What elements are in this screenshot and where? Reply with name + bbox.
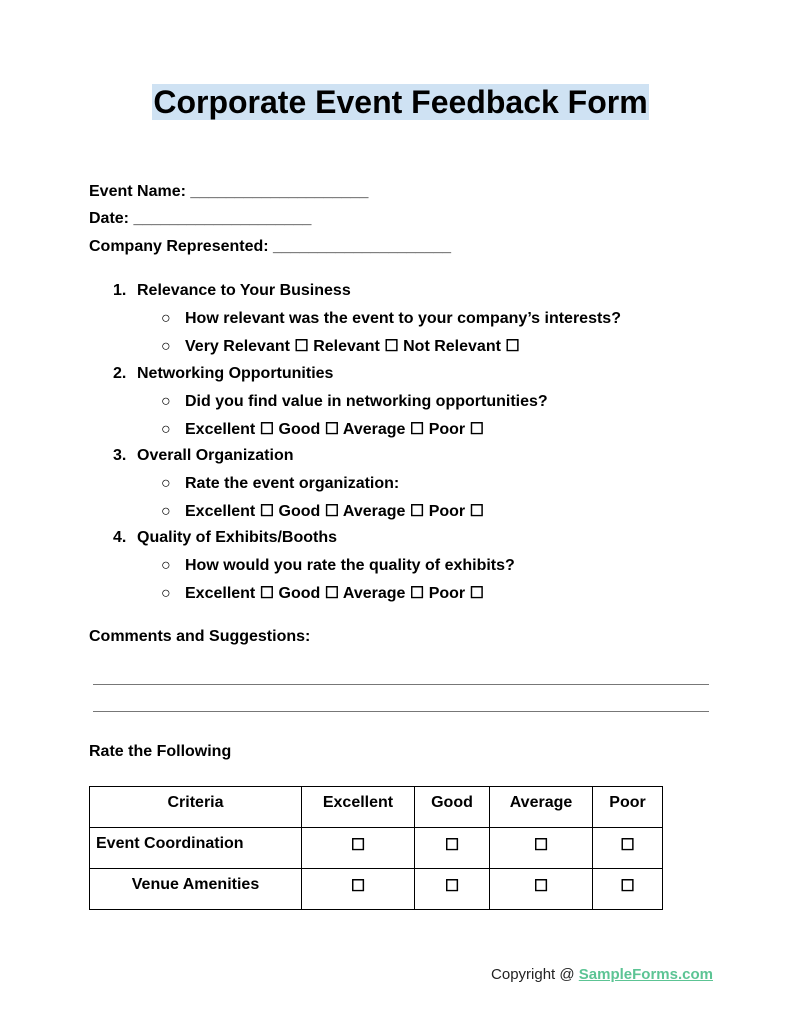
table-row bbox=[90, 828, 663, 869]
bullet-icon: ○ bbox=[161, 421, 171, 438]
question-title: Relevance to Your Business bbox=[137, 282, 351, 299]
sampleforms-link[interactable]: SampleForms.com bbox=[578, 966, 713, 983]
criteria-cell: Event Coordination bbox=[90, 828, 302, 869]
bullet-icon: ○ bbox=[161, 585, 171, 602]
checkbox[interactable]: ☐ bbox=[490, 828, 593, 869]
table-header-row bbox=[90, 787, 663, 828]
header-poor: Poor bbox=[593, 787, 663, 828]
checkbox[interactable]: ☐ bbox=[490, 869, 593, 910]
question-title: Networking Opportunities bbox=[137, 365, 334, 382]
page-title: Corporate Event Feedback Form bbox=[153, 84, 648, 120]
bullet-icon: ○ bbox=[161, 338, 171, 355]
footer: Copyright @ SampleForms.com bbox=[491, 966, 713, 983]
bullet-icon: ○ bbox=[161, 310, 171, 327]
header-good: Good bbox=[415, 787, 490, 828]
table-row bbox=[90, 869, 663, 910]
checkbox[interactable]: ☐ bbox=[302, 869, 415, 910]
question-number: 2. bbox=[113, 365, 127, 382]
comment-line[interactable] bbox=[93, 684, 709, 685]
field-company: Company Represented: ____________________ bbox=[89, 238, 452, 255]
rating-table bbox=[89, 786, 663, 910]
bullet-icon: ○ bbox=[161, 475, 171, 492]
checkbox[interactable]: ☐ bbox=[415, 828, 490, 869]
question-options[interactable]: Very Relevant ☐ Relevant ☐ Not Relevant ☐ bbox=[185, 338, 520, 355]
question-text: Did you find value in networking opportunities? bbox=[185, 393, 548, 410]
question-number: 3. bbox=[113, 447, 127, 464]
header-average: Average bbox=[490, 787, 593, 828]
bullet-icon: ○ bbox=[161, 503, 171, 520]
rate-label: Rate the Following bbox=[89, 743, 232, 760]
checkbox[interactable]: ☐ bbox=[593, 869, 663, 910]
field-event-name: Event Name: ____________________ bbox=[89, 183, 369, 200]
field-date: Date: ____________________ bbox=[89, 210, 312, 227]
comment-line[interactable] bbox=[93, 711, 709, 712]
question-number: 4. bbox=[113, 529, 127, 546]
question-number: 1. bbox=[113, 282, 127, 299]
question-text: Rate the event organization: bbox=[185, 475, 400, 492]
question-text: How would you rate the quality of exhibits? bbox=[185, 557, 515, 574]
question-title: Quality of Exhibits/Booths bbox=[137, 529, 338, 546]
checkbox[interactable]: ☐ bbox=[302, 828, 415, 869]
header-excellent: Excellent bbox=[302, 787, 415, 828]
question-title: Overall Organization bbox=[137, 447, 294, 464]
header-criteria: Criteria bbox=[90, 787, 302, 828]
question-options[interactable]: Excellent ☐ Good ☐ Average ☐ Poor ☐ bbox=[185, 421, 484, 438]
comments-label: Comments and Suggestions: bbox=[89, 628, 311, 645]
question-options[interactable]: Excellent ☐ Good ☐ Average ☐ Poor ☐ bbox=[185, 503, 484, 520]
question-options[interactable]: Excellent ☐ Good ☐ Average ☐ Poor ☐ bbox=[185, 585, 484, 602]
checkbox[interactable]: ☐ bbox=[593, 828, 663, 869]
question-text: How relevant was the event to your company’s interests? bbox=[185, 310, 621, 327]
checkbox[interactable]: ☐ bbox=[415, 869, 490, 910]
bullet-icon: ○ bbox=[161, 557, 171, 574]
criteria-cell: Venue Amenities bbox=[90, 869, 302, 910]
bullet-icon: ○ bbox=[161, 393, 171, 410]
